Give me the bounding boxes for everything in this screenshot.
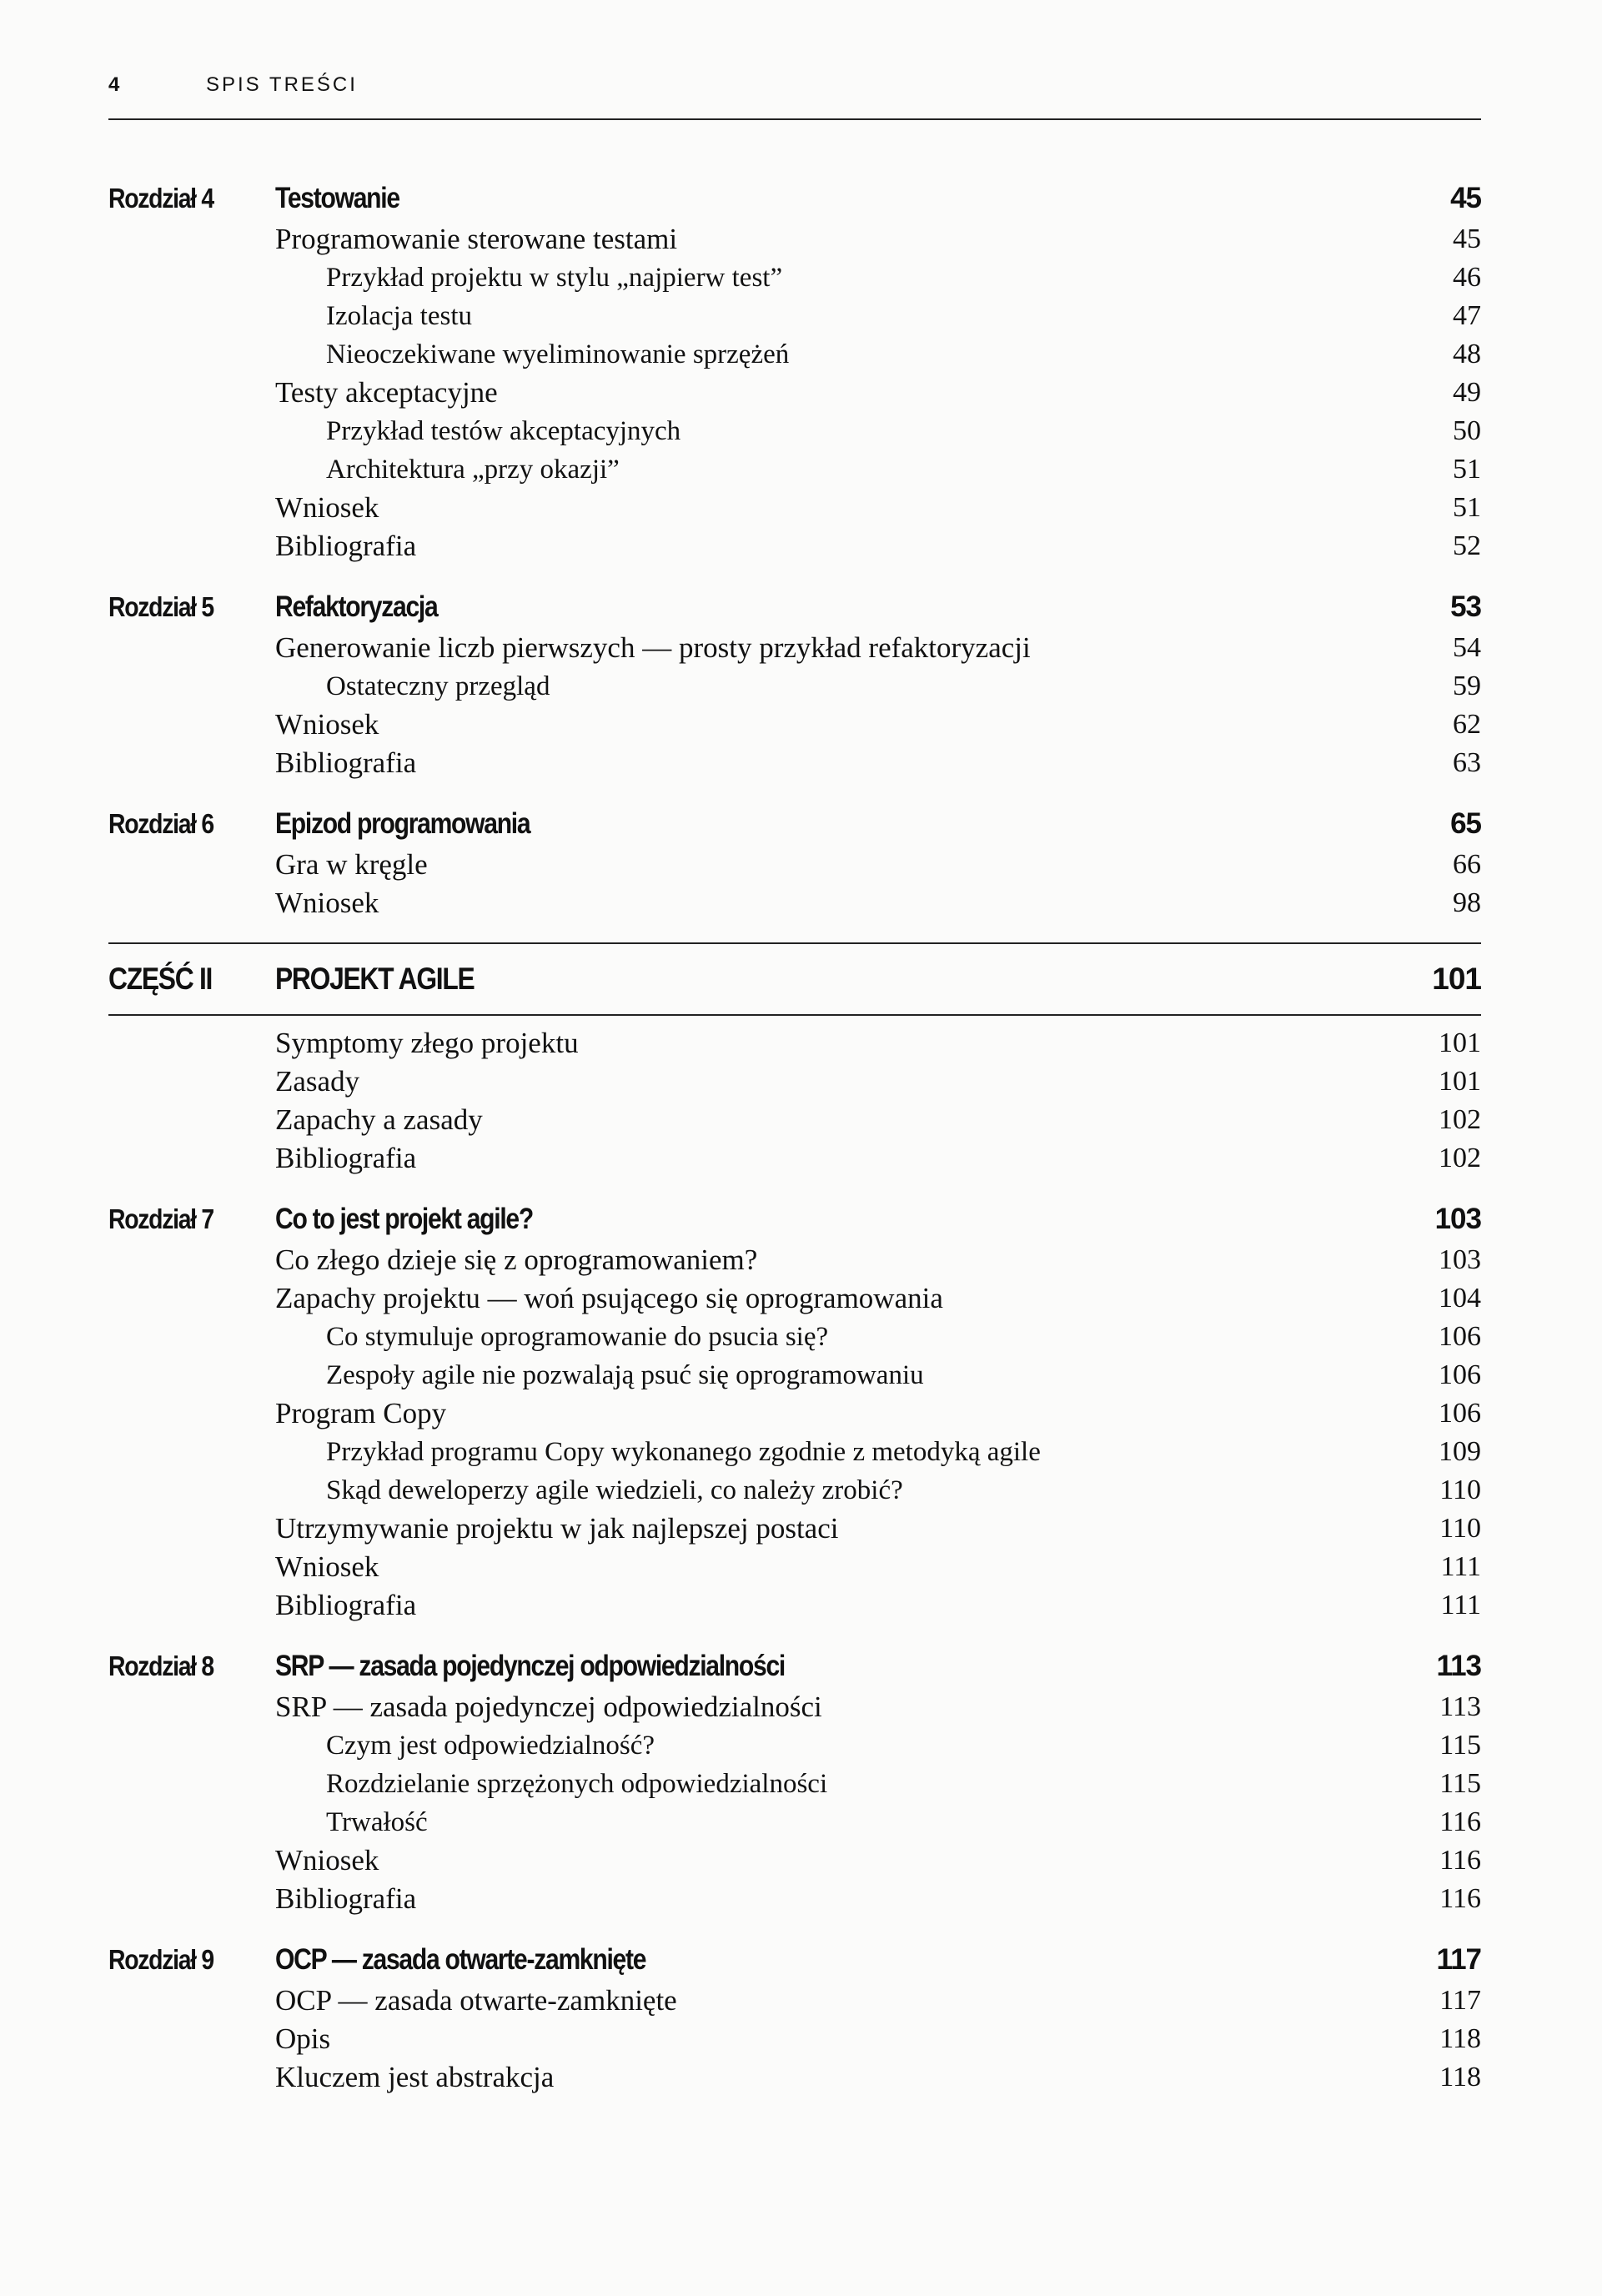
entry-title: Trwałość: [326, 1807, 428, 1837]
entry-title: Czym jest odpowiedzialność?: [326, 1731, 655, 1761]
entry-title: Nieoczekiwane wyeliminowanie sprzężeń: [326, 339, 790, 369]
chapter-label: Rozdział 8: [108, 1650, 213, 1681]
chapter-page-number: 65: [1450, 807, 1481, 840]
entry-page-number: 118: [1439, 2023, 1481, 2054]
toc-entry: [108, 527, 1481, 565]
entry-page-number: 62: [1453, 709, 1481, 740]
part-label: CZĘŚĆ II: [108, 962, 213, 996]
toc-entry: [108, 1241, 1481, 1279]
entry-page-number: 101: [1439, 1027, 1481, 1058]
entry-page-number: 49: [1453, 377, 1481, 408]
running-title: SPIS TREŚCI: [206, 73, 358, 96]
chapter-section: [108, 1938, 1481, 2097]
toc-entry: [108, 1586, 1481, 1625]
chapter-page-number: 45: [1450, 182, 1481, 214]
toc-entry: [108, 1765, 1481, 1803]
toc-entry: [108, 1024, 1481, 1063]
entry-page-number: 54: [1453, 632, 1481, 663]
chapter-section: [108, 177, 1481, 565]
entry-page-number: 110: [1439, 1475, 1481, 1505]
chapter-page-number: 117: [1436, 1943, 1481, 1976]
part-heading: [108, 942, 1481, 1016]
entry-list: [108, 220, 1481, 565]
chapter-title: Epizod programowania: [275, 807, 530, 840]
entry-title: Ostateczny przegląd: [326, 671, 550, 701]
toc-entry: [108, 1726, 1481, 1765]
toc-entry: [108, 1510, 1481, 1548]
entry-title: Gra w kręgle: [275, 848, 428, 881]
toc-entry: [108, 1982, 1481, 2020]
toc-entry: [108, 2058, 1481, 2097]
toc-entry: [108, 1101, 1481, 1139]
entry-list: [108, 1982, 1481, 2097]
toc-entry: [108, 489, 1481, 527]
entry-page-number: 115: [1439, 1730, 1481, 1761]
entry-page-number: 118: [1439, 2062, 1481, 2093]
entry-title: Wniosek: [275, 491, 379, 524]
toc-entry: [108, 744, 1481, 782]
entry-title: Zasady: [275, 1065, 360, 1098]
entry-title: OCP — zasada otwarte-zamknięte: [275, 1984, 677, 2017]
toc-entry: [108, 220, 1481, 259]
chapter-section: [108, 1198, 1481, 1625]
entry-page-number: 111: [1440, 1590, 1481, 1620]
entry-page-number: 51: [1453, 454, 1481, 485]
chapter-heading: [108, 1198, 1481, 1241]
chapter-heading: [108, 585, 1481, 629]
entry-title: Symptomy złego projektu: [275, 1027, 579, 1059]
toc-entry: [108, 629, 1481, 667]
part-title: PROJEKT AGILE: [275, 962, 475, 996]
entry-page-number: 116: [1439, 1845, 1481, 1876]
entry-title: Generowanie liczb pierwszych — prosty przykład refaktoryzacji: [275, 631, 1031, 664]
entry-title: Przykład testów akceptacyjnych: [326, 416, 681, 446]
entry-page-number: 116: [1439, 1883, 1481, 1914]
entry-title: Utrzymywanie projektu w jak najlepszej postaci: [275, 1512, 839, 1545]
entry-title: Programowanie sterowane testami: [275, 223, 678, 255]
entry-list: [108, 1241, 1481, 1625]
entry-page-number: 117: [1439, 1985, 1481, 2016]
entry-title: Architektura „przy okazji”: [326, 455, 620, 485]
toc-entry: [108, 1841, 1481, 1880]
toc-entry: [108, 1356, 1481, 1394]
chapter-title: Co to jest projekt agile?: [275, 1203, 533, 1235]
chapter-title: Refaktoryzacja: [275, 590, 438, 623]
entry-title: Wniosek: [275, 708, 379, 741]
entry-page-number: 48: [1453, 339, 1481, 369]
entry-title: Kluczem jest abstrakcja: [275, 2061, 555, 2093]
entry-list: [108, 1024, 1481, 1178]
chapter-label: Rozdział 9: [108, 1944, 213, 1975]
entry-page-number: 59: [1453, 671, 1481, 701]
entry-page-number: 102: [1439, 1143, 1481, 1173]
entry-title: Testy akceptacyjne: [275, 376, 498, 409]
entry-page-number: 113: [1439, 1691, 1481, 1722]
entry-list: [108, 846, 1481, 922]
chapter-label: Rozdział 4: [108, 183, 213, 214]
entry-page-number: 109: [1439, 1436, 1481, 1467]
chapter-label: Rozdział 5: [108, 591, 213, 622]
entry-title: Izolacja testu: [326, 301, 472, 331]
chapter-section: [108, 585, 1481, 782]
page-number: 4: [108, 73, 120, 96]
entry-page-number: 52: [1453, 530, 1481, 561]
entry-title: Skąd deweloperzy agile wiedzieli, co należy zrobić?: [326, 1475, 903, 1505]
table-of-contents: [108, 177, 1481, 2117]
toc-entry: [108, 1803, 1481, 1841]
toc-entry: [108, 1139, 1481, 1178]
entry-page-number: 106: [1439, 1398, 1481, 1429]
toc-entry: [108, 335, 1481, 374]
entry-title: Przykład programu Copy wykonanego zgodnie z metodyką agile: [326, 1437, 1041, 1467]
chapter-heading: [108, 1938, 1481, 1982]
toc-entry: [108, 259, 1481, 297]
part-page-number: 101: [1432, 962, 1481, 996]
toc-entry: [108, 1394, 1481, 1433]
entry-page-number: 101: [1439, 1066, 1481, 1097]
entry-title: Zapachy a zasady: [275, 1103, 483, 1136]
entry-page-number: 51: [1453, 492, 1481, 523]
entry-page-number: 45: [1453, 224, 1481, 254]
toc-entry: [108, 1318, 1481, 1356]
entry-list: [108, 629, 1481, 782]
entry-page-number: 50: [1453, 415, 1481, 446]
toc-entry: [108, 1471, 1481, 1510]
entry-page-number: 106: [1439, 1359, 1481, 1390]
toc-entry: [108, 1433, 1481, 1471]
toc-entry: [108, 884, 1481, 922]
entry-title: Bibliografia: [275, 746, 417, 779]
toc-entry: [108, 706, 1481, 744]
entry-list: [108, 1688, 1481, 1918]
entry-page-number: 63: [1453, 747, 1481, 778]
entry-page-number: 46: [1453, 262, 1481, 293]
chapter-heading: [108, 177, 1481, 220]
toc-entry: [108, 1063, 1481, 1101]
entry-title: Opis: [275, 2022, 331, 2055]
entry-title: Wniosek: [275, 887, 379, 919]
toc-entry: [108, 412, 1481, 450]
entry-page-number: 116: [1439, 1806, 1481, 1837]
entry-title: Przykład projektu w stylu „najpierw test”: [326, 263, 783, 293]
chapter-page-number: 53: [1450, 590, 1481, 623]
chapter-section: [108, 1645, 1481, 1918]
toc-entry: [108, 374, 1481, 412]
chapter-page-number: 103: [1434, 1203, 1481, 1235]
entry-title: Wniosek: [275, 1844, 379, 1876]
toc-entry: [108, 1279, 1481, 1318]
toc-entry: [108, 2020, 1481, 2058]
toc-entry: [108, 1688, 1481, 1726]
entry-title: Zapachy projektu — woń psującego się oprogramowania: [275, 1282, 943, 1314]
entry-title: Bibliografia: [275, 530, 417, 562]
toc-entry: [108, 450, 1481, 489]
entry-title: Rozdzielanie sprzężonych odpowiedzialności: [326, 1769, 828, 1799]
entry-title: Bibliografia: [275, 1882, 417, 1915]
entry-page-number: 47: [1453, 300, 1481, 331]
toc-entry: [108, 846, 1481, 884]
entry-title: Co złego dzieje się z oprogramowaniem?: [275, 1243, 758, 1276]
chapter-label: Rozdział 7: [108, 1203, 213, 1234]
chapter-page-number: 113: [1436, 1650, 1481, 1682]
entry-page-number: 106: [1439, 1321, 1481, 1352]
chapter-label: Rozdział 6: [108, 808, 213, 839]
chapter-title: OCP — zasada otwarte-zamknięte: [275, 1943, 646, 1976]
entry-title: Program Copy: [275, 1397, 447, 1429]
entry-page-number: 115: [1439, 1768, 1481, 1799]
entry-page-number: 66: [1453, 849, 1481, 880]
entry-page-number: 98: [1453, 887, 1481, 918]
toc-entry: [108, 297, 1481, 335]
entry-title: SRP — zasada pojedynczej odpowiedzialności: [275, 1691, 822, 1723]
entry-title: Zespoły agile nie pozwalają psuć się oprogramowaniu: [326, 1360, 924, 1390]
entry-title: Bibliografia: [275, 1589, 417, 1621]
entry-title: Co stymuluje oprogramowanie do psucia się?: [326, 1322, 829, 1352]
toc-entry: [108, 1880, 1481, 1918]
chapter-title: SRP — zasada pojedynczej odpowiedzialności: [275, 1650, 785, 1682]
entry-title: Wniosek: [275, 1550, 379, 1583]
entry-page-number: 102: [1439, 1104, 1481, 1135]
chapter-heading: [108, 802, 1481, 846]
toc-entry: [108, 1548, 1481, 1586]
chapter-heading: [108, 1645, 1481, 1688]
chapter-title: Testowanie: [275, 182, 399, 214]
entry-page-number: 111: [1440, 1551, 1481, 1582]
running-header: [108, 68, 1481, 120]
toc-entry: [108, 667, 1481, 706]
part-section: [108, 942, 1481, 1178]
entry-page-number: 104: [1439, 1283, 1481, 1314]
entry-page-number: 103: [1439, 1244, 1481, 1275]
entry-page-number: 110: [1439, 1513, 1481, 1544]
chapter-section: [108, 802, 1481, 922]
entry-title: Bibliografia: [275, 1142, 417, 1174]
